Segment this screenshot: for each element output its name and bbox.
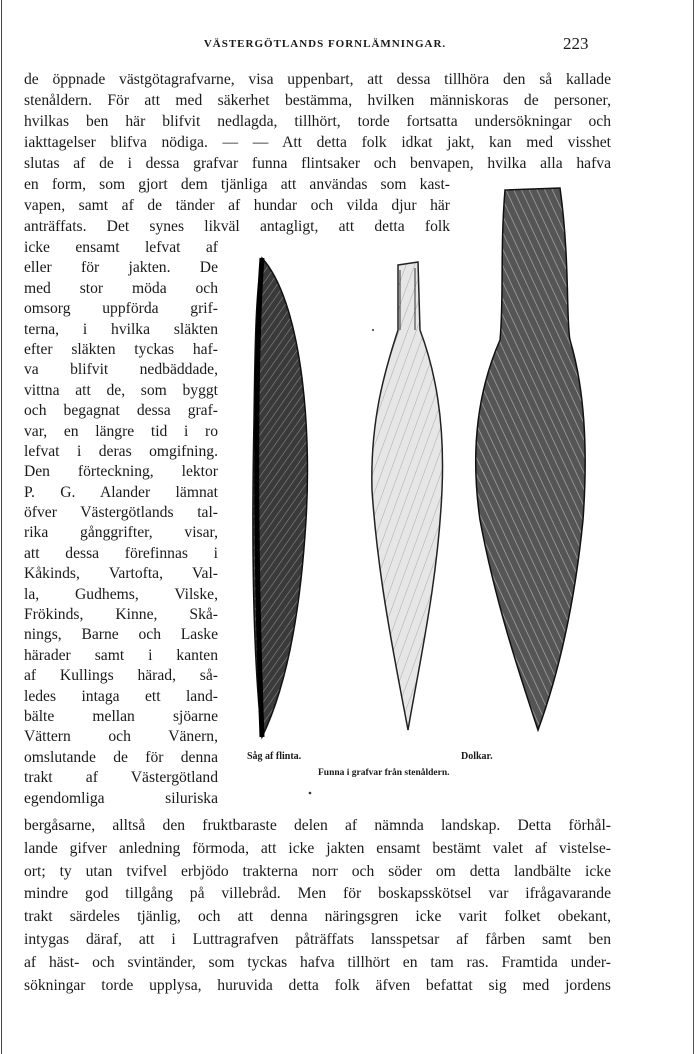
text-line: P. G. Alander lämnat bbox=[24, 483, 218, 501]
text-line: var, en längre tid i ro bbox=[24, 422, 218, 440]
page-number: 223 bbox=[563, 34, 589, 53]
flint-dagger-light-illustration bbox=[372, 262, 443, 730]
text-line: bergåsarne, alltså den fruktbaraste delen af nämnda landskap. Detta förhål- bbox=[24, 817, 611, 834]
text-line: intygas däraf, att i Luttragrafven påträffats lansspetsar af fårben samt ben bbox=[24, 930, 611, 948]
caption-daggers: Dolkar. bbox=[461, 751, 493, 762]
text-line: vittna att de, som byggt bbox=[24, 381, 218, 399]
text-line: de öppnade västgötagrafvarne, visa uppenbart, att dessa tillhöra den så kallade bbox=[24, 71, 611, 88]
text-line: anträffats. Det synes likväl antagligt, att detta folk bbox=[24, 218, 450, 235]
text-line: efter släkten tyckas haf- bbox=[24, 340, 218, 358]
text-line: af häst- och svintänder, som tyckas hafva tillhört en tam ras. Framtida under- bbox=[24, 953, 611, 971]
text-line: att dessa förefinnas i bbox=[24, 544, 218, 562]
text-line: öfver Västergötlands tal- bbox=[24, 504, 218, 522]
text-line: vapen, samt af de tänder af hundar och vilda djur här bbox=[24, 197, 450, 214]
text-line: en form, som gjort dem tjänliga att användas som kast- bbox=[24, 176, 450, 193]
text-line: la, Gudhems, Vilske, bbox=[24, 585, 218, 603]
text-line: sökningar torde upplysa, huruvida detta folk äfven befattat sig med jordens bbox=[24, 976, 611, 994]
text-line: nings, Barne och Laske bbox=[24, 626, 218, 644]
text-line: eller för jakten. De bbox=[24, 259, 218, 277]
text-line: omslutande de för denna bbox=[24, 748, 218, 766]
flint-dagger-dark-illustration bbox=[476, 188, 585, 730]
caption-saw: Såg af flinta. bbox=[247, 751, 302, 762]
text-line: rika gånggrifter, visar, bbox=[24, 524, 218, 542]
text-line: stenåldern. För att med säkerhet bestämma, hvilken människoras de personer, bbox=[24, 92, 611, 109]
scan-speck bbox=[372, 329, 374, 331]
text-line: Frökinds, Kinne, Skå- bbox=[24, 606, 218, 624]
text-line: bälte mellan sjöarne bbox=[24, 707, 218, 725]
text-line: mindre god tillgång på villebråd. Men för boskapsskötsel var ifrågavarande bbox=[24, 885, 611, 903]
text-line: trakt särdeles tjänlig, och att denna näringsgren icke varit folket obekant, bbox=[24, 908, 611, 926]
text-line: omsorg uppförda grif- bbox=[24, 300, 218, 318]
text-line: slutas af de i dessa grafvar funna flintsaker och benvapen, hvilka alla hafva bbox=[24, 155, 611, 172]
text-line: trakt af Västergötland bbox=[24, 769, 218, 787]
text-line: hvilkas ben här blifvit nedlagda, tillhört, torde fortsatta undersökningar och bbox=[24, 113, 611, 130]
text-line: Den förteckning, lektor bbox=[24, 463, 218, 481]
text-line: iakttagelser blifva nödiga. — — Att detta folk idkat jakt, kan med visshet bbox=[24, 134, 611, 151]
text-line: va blifvit nedbäddade, bbox=[24, 361, 218, 379]
caption-found-in-graves: Funna i grafvar från stenåldern. bbox=[318, 768, 450, 778]
text-line: ledes intaga ett land- bbox=[24, 687, 218, 705]
scan-speck bbox=[309, 792, 312, 795]
text-line: ort; ty utan tvifvel erbjödo trakterna norr och söder om detta landbälte icke bbox=[24, 862, 611, 880]
text-line: af Kullings härad, så- bbox=[24, 667, 218, 685]
running-title: VÄSTERGÖTLANDS FORNLÄMNINGAR. bbox=[203, 38, 447, 50]
text-line: Vättern och Vänern, bbox=[24, 728, 218, 746]
text-line: härader samt i kanten bbox=[24, 646, 218, 664]
text-line: med stor möda och bbox=[24, 279, 218, 297]
text-line: lande gifver anledning förmoda, att icke jakten ensamt bestämt valet af vistelse- bbox=[24, 839, 611, 857]
text-line: lefvat i deras omgifning. bbox=[24, 442, 218, 460]
text-line: terna, i hvilka släkten bbox=[24, 320, 218, 338]
text-line: egendomliga siluriska bbox=[24, 789, 218, 807]
text-line: icke ensamt lefvat af bbox=[24, 239, 218, 256]
text-line: Kåkinds, Vartofta, Val- bbox=[24, 565, 218, 583]
text-line: och begagnat dessa graf- bbox=[24, 402, 218, 420]
